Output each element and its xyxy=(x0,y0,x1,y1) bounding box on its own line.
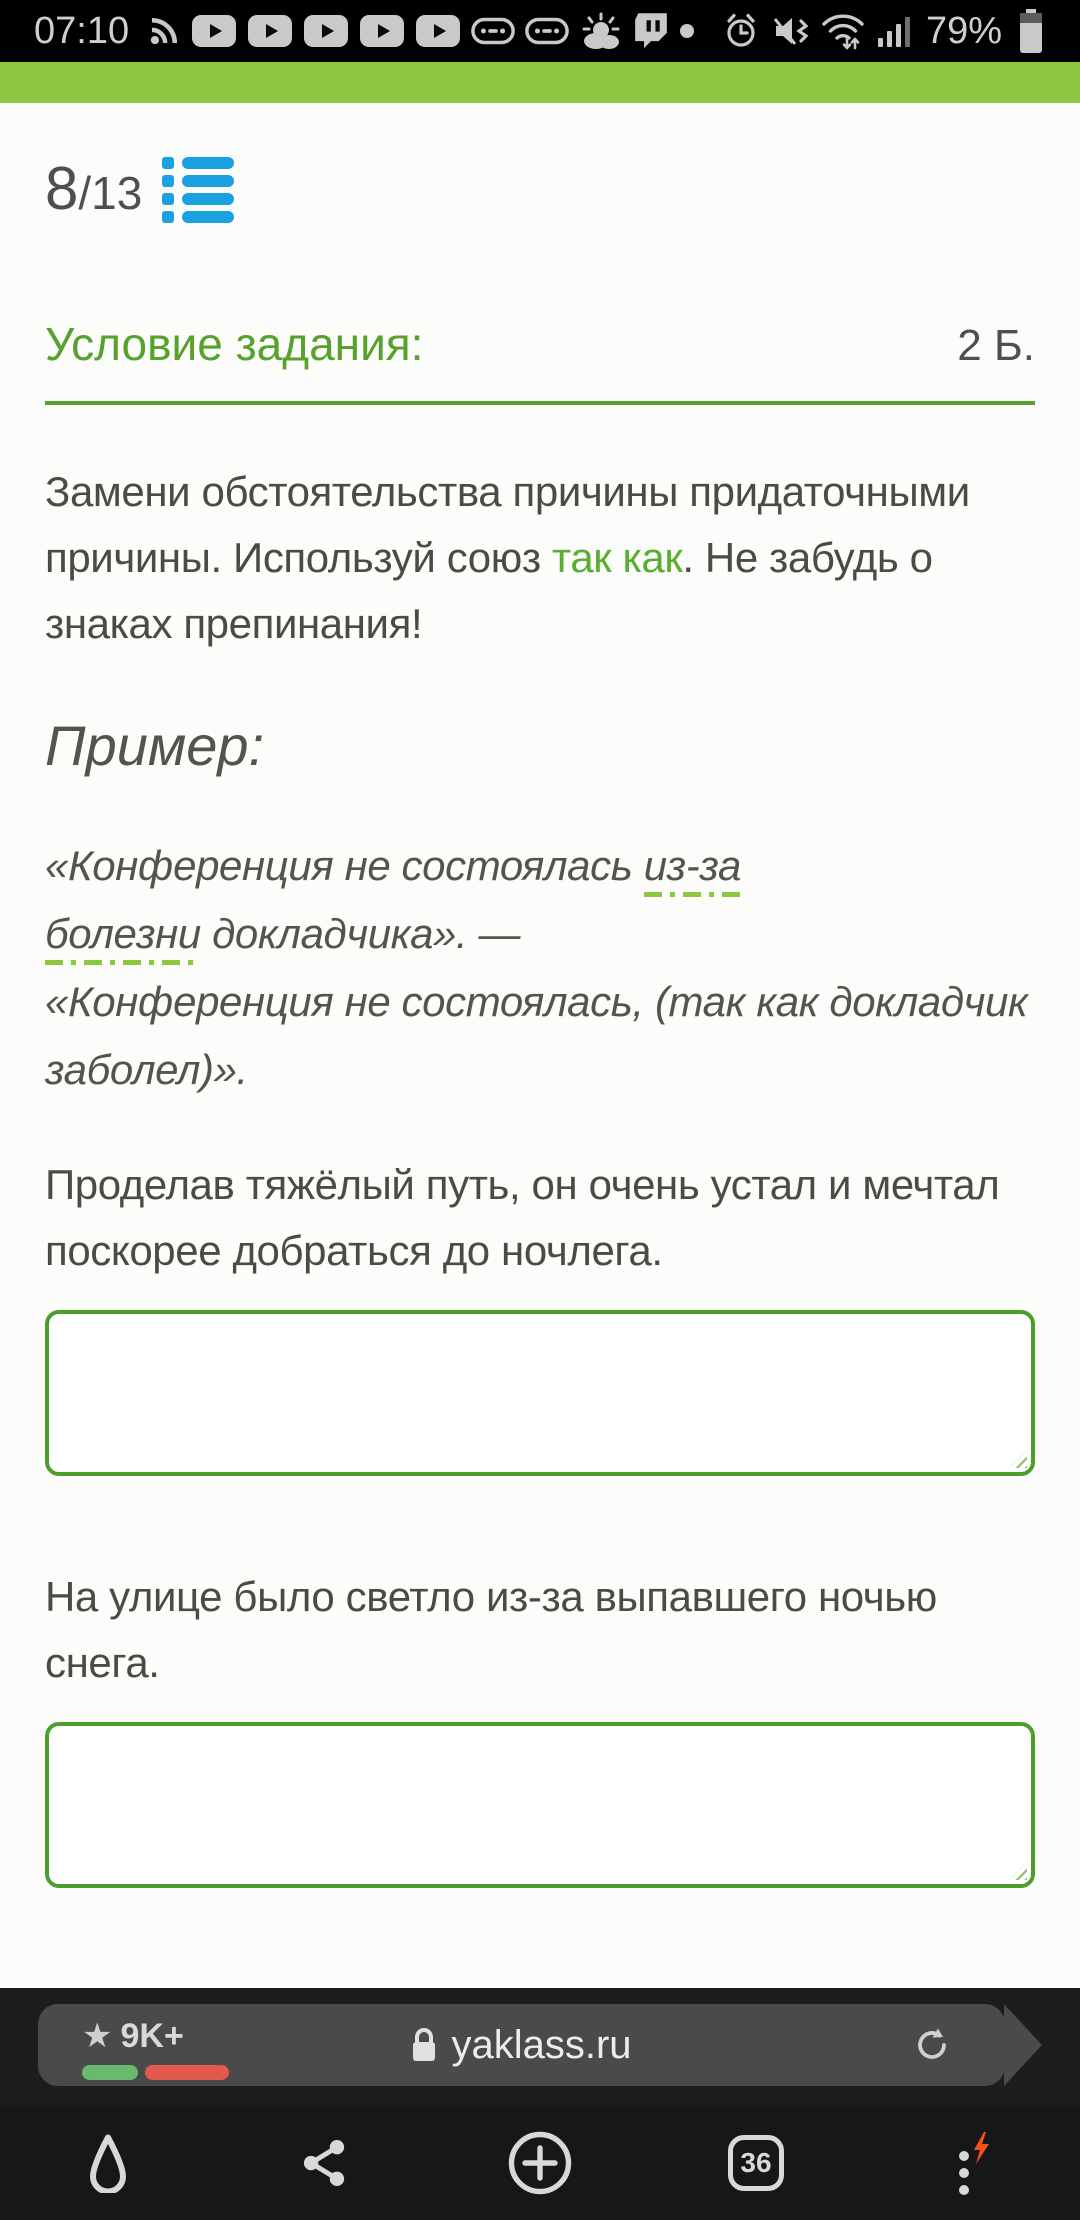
underlined-adverbial: болезни xyxy=(45,910,201,965)
weather-icon xyxy=(579,12,623,50)
exercise-sentence-1 xyxy=(45,1152,1035,1284)
task-description xyxy=(45,459,1035,657)
browser-bottom-panel xyxy=(0,1988,1080,2105)
overflow-menu-icon xyxy=(952,2130,992,2196)
condition-header xyxy=(45,317,1035,405)
star-icon: ★ xyxy=(82,2017,113,2055)
wifi-arrows-icon xyxy=(820,11,866,51)
rss-icon xyxy=(147,14,181,48)
example-segment: заболел)». xyxy=(45,1046,248,1093)
task-list-icon[interactable] xyxy=(162,157,234,223)
lightning-icon xyxy=(974,2132,989,2164)
youtube-icon xyxy=(359,14,405,48)
example-segment: «Конференция не состоялась, (так как докладчик xyxy=(45,978,1028,1025)
status-bar xyxy=(0,0,1080,62)
reload-button[interactable] xyxy=(913,2025,953,2070)
plus-circle-icon xyxy=(507,2130,573,2196)
example-segment: докладчика». — xyxy=(200,910,521,957)
reload-icon xyxy=(913,2025,953,2065)
exercise-sentence-2 xyxy=(45,1564,1035,1696)
task-number: 8 xyxy=(45,154,79,222)
task-progress-counter xyxy=(45,154,142,223)
task-total: /13 xyxy=(78,166,143,219)
youtube-icon xyxy=(247,14,293,48)
task-progress xyxy=(45,155,1035,221)
url-display[interactable] xyxy=(38,2004,1005,2086)
link-icon xyxy=(525,15,569,47)
signal-icon xyxy=(876,12,912,50)
tabs-count: 36 xyxy=(740,2146,772,2178)
share-button[interactable] xyxy=(216,2105,432,2220)
clock: 07:10 xyxy=(34,9,130,52)
twitch-icon xyxy=(633,12,669,50)
task-line: причины. Используй союз xyxy=(45,534,552,581)
example-segment: «Конференция не состоялась xyxy=(45,842,644,889)
teardrop-icon xyxy=(85,2133,131,2193)
home-button[interactable] xyxy=(0,2105,216,2220)
youtube-icon xyxy=(191,14,237,48)
sentence-line: поскорее добраться до ночлега. xyxy=(45,1227,663,1274)
link-icon xyxy=(471,15,515,47)
battery-icon xyxy=(1018,9,1044,53)
vibrate-mute-icon xyxy=(770,12,810,50)
browser-nav-bar xyxy=(0,2105,1080,2220)
answer-input-2[interactable] xyxy=(45,1722,1035,1888)
underlined-adverbial: из-за xyxy=(644,842,741,897)
condition-title: Условие задания: xyxy=(45,318,424,370)
points-badge: 2 Б. xyxy=(957,321,1035,370)
task-page xyxy=(0,103,1080,1988)
rating-count: 9K+ xyxy=(120,2016,184,2055)
answer-field-1-wrap xyxy=(45,1310,1035,1476)
sentence-line: Проделав тяжёлый путь, он очень устал и мечтал xyxy=(45,1161,1000,1208)
task-line: знаках препинания! xyxy=(45,600,423,647)
example-text xyxy=(45,832,1035,1104)
address-bar[interactable] xyxy=(38,2004,1005,2086)
share-icon xyxy=(301,2138,347,2188)
task-line: . Не забудь о xyxy=(682,534,933,581)
notification-dot xyxy=(679,23,695,39)
sentence-line: На улице было светло из-за выпавшего ночью xyxy=(45,1573,937,1620)
sentence-line: снега. xyxy=(45,1639,160,1686)
tabs-counter-icon xyxy=(728,2135,784,2191)
battery-percent: 79% xyxy=(925,9,1002,52)
answer-field-2-wrap xyxy=(45,1722,1035,1888)
answer-input-1[interactable] xyxy=(45,1310,1035,1476)
lock-icon xyxy=(411,2027,437,2063)
youtube-icon xyxy=(415,14,461,48)
example-heading: Пример: xyxy=(45,714,265,777)
menu-button[interactable] xyxy=(864,2105,1080,2220)
conjunction-link[interactable]: так как xyxy=(551,534,683,581)
url-text: yaklass.ru xyxy=(451,2022,632,2067)
accent-bar xyxy=(0,62,1080,103)
new-tab-button[interactable] xyxy=(432,2105,648,2220)
alarm-icon xyxy=(722,12,760,50)
tabs-button[interactable] xyxy=(648,2105,864,2220)
task-line: Замени обстоятельства причины придаточными xyxy=(45,468,970,515)
youtube-icon xyxy=(303,14,349,48)
